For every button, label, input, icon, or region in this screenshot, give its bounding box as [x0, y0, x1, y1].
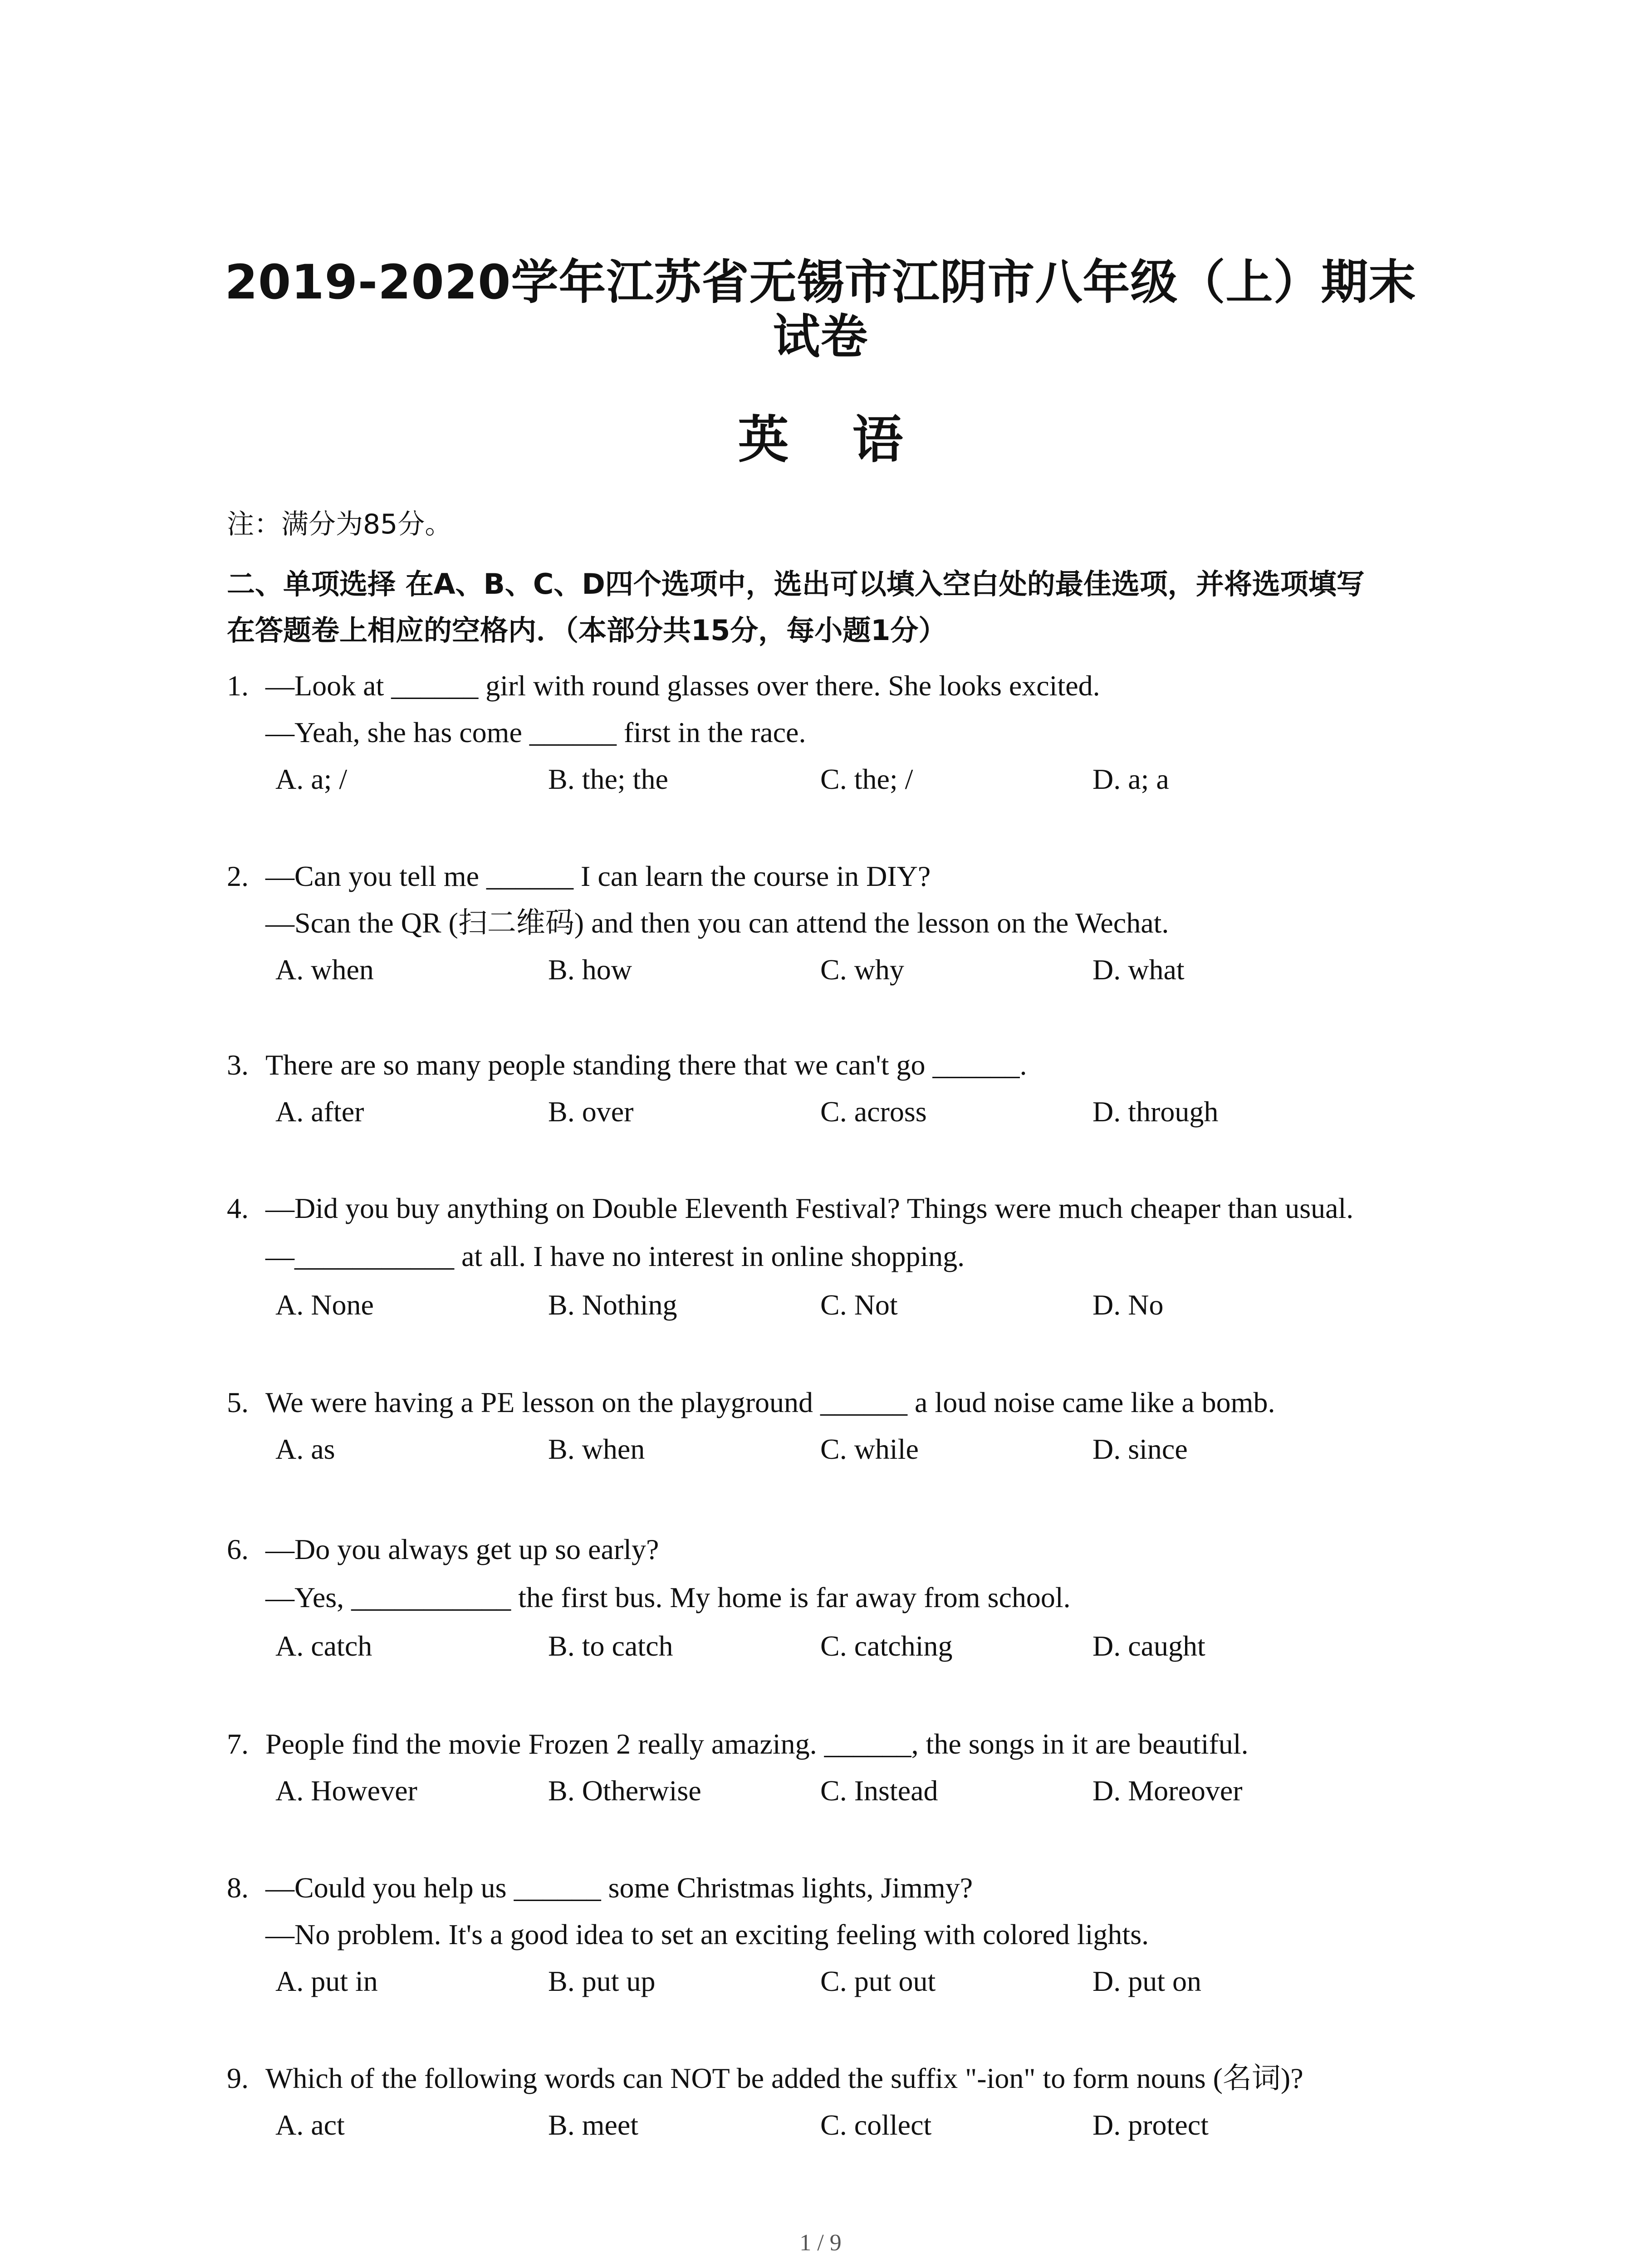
question-text: —Can you tell me ______ I can learn the course in DIY?: [265, 860, 931, 892]
option-a: A. after: [275, 1095, 364, 1128]
option-b: B. to catch: [548, 1630, 673, 1662]
question-text: —Yeah, she has come ______ first in the race.: [265, 716, 806, 748]
question-number: 1.: [227, 670, 249, 702]
option-c: C. Instead: [820, 1774, 938, 1807]
options-row: [227, 756, 1479, 802]
option-d: D. what: [1092, 953, 1185, 986]
section-instructions-line1: 二、单项选择 在A、B、C、D四个选项中，选出可以填入空白处的最佳选项，并将选项填写: [227, 567, 1365, 601]
question-line: [227, 709, 1479, 756]
option-a: A. However: [275, 1774, 417, 1807]
question-line: [227, 1185, 1479, 1232]
option-d: D. through: [1092, 1095, 1219, 1128]
option-b: B. put up: [548, 1965, 656, 1997]
option-d: D. caught: [1092, 1630, 1205, 1662]
option-b: B. meet: [548, 2109, 639, 2141]
question-text: —Could you help us ______ some Christmas lights, Jimmy?: [265, 1872, 973, 1904]
option-b: B. how: [548, 953, 632, 986]
question-line: [227, 1041, 1479, 1088]
question-text: —Look at ______ girl with round glasses over there. She looks excited.: [265, 670, 1100, 702]
score-note: 注：满分为85分。: [227, 508, 452, 540]
question-number: 4.: [227, 1192, 249, 1224]
question-text: People find the movie Frozen 2 really amazing. ______, the songs in it are beautiful.: [265, 1728, 1249, 1760]
question-number: 9.: [227, 2062, 249, 2094]
option-c: C. collect: [820, 2109, 932, 2141]
exam-title-line1: 2019-2020学年江苏省无锡市江阴市八年级（上）期末: [225, 254, 1416, 310]
option-d: D. put on: [1092, 1965, 1201, 1997]
question-number: 3.: [227, 1049, 249, 1081]
option-b: B. Otherwise: [548, 1774, 701, 1807]
option-a: A. act: [275, 2109, 345, 2141]
option-a: A. when: [275, 953, 374, 986]
option-c: C. across: [820, 1095, 927, 1128]
question-text: —Did you buy anything on Double Eleventh Festival? Things were much cheaper than usual.: [265, 1192, 1354, 1224]
question-number: 5.: [227, 1386, 249, 1418]
option-a: A. None: [275, 1289, 374, 1321]
option-b: B. over: [548, 1095, 634, 1128]
option-c: C. Not: [820, 1289, 898, 1321]
question-line: [227, 1379, 1479, 1426]
question-line: [227, 1573, 1479, 1623]
exam-title-line2: 试卷: [773, 309, 868, 364]
question-text: —Do you always get up so early?: [265, 1533, 659, 1565]
option-c: C. while: [820, 1433, 919, 1465]
question-2: [227, 853, 1479, 993]
question-line: [227, 1864, 1479, 1911]
question-9: [227, 2055, 1479, 2148]
options-row: [227, 2102, 1479, 2148]
section-instructions-line2: 在答题卷上相应的空格内．（本部分共15分，每小题1分）: [227, 614, 947, 647]
question-line: [227, 899, 1479, 946]
question-1: [227, 662, 1479, 802]
option-d: D. Moreover: [1092, 1774, 1243, 1807]
question-text: —___________ at all. I have no interest in online shopping.: [265, 1240, 965, 1272]
question-text: We were having a PE lesson on the playground ______ a loud noise came like a bomb.: [265, 1386, 1275, 1418]
question-text: —Scan the QR (扫二维码) and then you can attend the lesson on the Wechat.: [265, 907, 1169, 939]
question-line: [227, 1911, 1479, 1958]
question-text: Which of the following words can NOT be added the suffix "-ion" to form nouns (名词)?: [265, 2062, 1303, 2094]
question-line: [227, 1232, 1479, 1281]
question-5: [227, 1379, 1479, 1472]
option-a: A. a; /: [275, 763, 348, 795]
option-d: D. protect: [1092, 2109, 1209, 2141]
page-number: 1 / 9: [799, 2230, 842, 2256]
question-line: [227, 853, 1479, 899]
options-row: [227, 1958, 1479, 2004]
question-line: [227, 2055, 1479, 2102]
options-row: [227, 1281, 1479, 1328]
option-c: C. put out: [820, 1965, 936, 1997]
option-c: C. catching: [820, 1630, 953, 1662]
question-number: 6.: [227, 1533, 249, 1565]
question-7: [227, 1721, 1479, 1814]
subject-heading: 英语: [738, 411, 967, 469]
option-d: D. a; a: [1092, 763, 1169, 795]
question-text: —Yes, ___________ the first bus. My home is far away from school.: [265, 1581, 1071, 1613]
question-line: [227, 662, 1479, 709]
options-row: [227, 1623, 1479, 1669]
option-b: B. when: [548, 1433, 645, 1465]
option-a: A. catch: [275, 1630, 372, 1662]
option-c: C. the; /: [820, 763, 913, 795]
options-row: [227, 1767, 1479, 1814]
question-text: —No problem. It's a good idea to set an exciting feeling with colored lights.: [265, 1918, 1149, 1950]
question-3: [227, 1041, 1479, 1135]
question-line: [227, 1721, 1479, 1767]
question-number: 2.: [227, 860, 249, 892]
question-text: There are so many people standing there that we can't go ______.: [265, 1049, 1027, 1081]
option-b: B. the; the: [548, 763, 668, 795]
question-4: [227, 1185, 1479, 1328]
option-a: A. put in: [275, 1965, 378, 1997]
options-row: [227, 946, 1479, 993]
question-8: [227, 1864, 1479, 2004]
option-b: B. Nothing: [548, 1289, 677, 1321]
question-number: 8.: [227, 1872, 249, 1904]
question-line: [227, 1526, 1479, 1573]
question-6: [227, 1526, 1479, 1669]
option-c: C. why: [820, 953, 904, 986]
option-d: D. since: [1092, 1433, 1188, 1465]
option-a: A. as: [275, 1433, 335, 1465]
question-number: 7.: [227, 1728, 249, 1760]
options-row: [227, 1088, 1479, 1135]
options-row: [227, 1426, 1479, 1472]
option-d: D. No: [1092, 1289, 1164, 1321]
